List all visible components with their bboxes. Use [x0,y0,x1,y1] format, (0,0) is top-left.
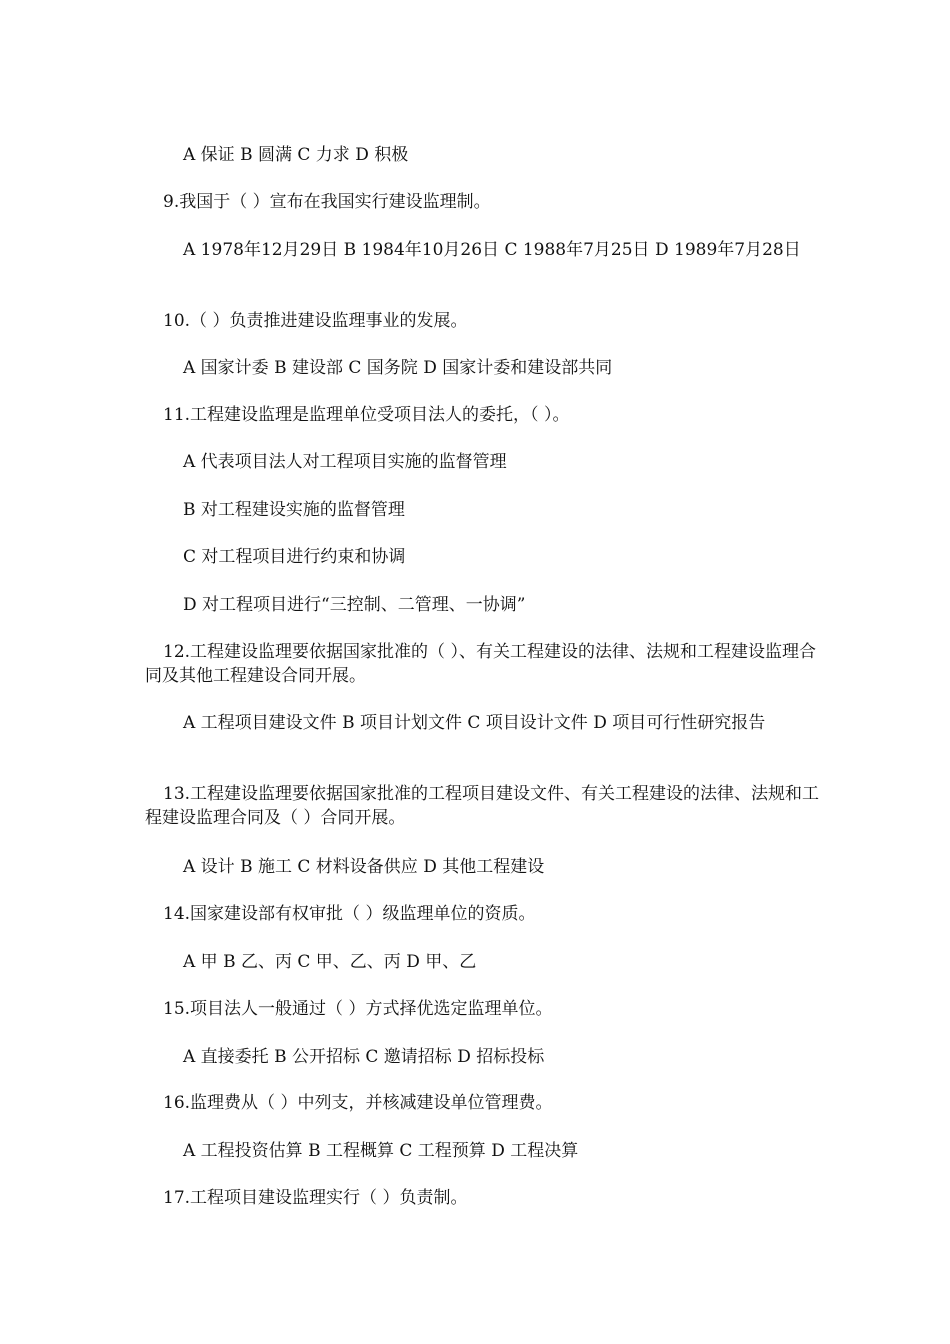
question-16: 16.监理费从（ ）中列支，并核减建设单位管理费。 [163,1093,553,1113]
option-d-q11: D 对工程项目进行“三控制、二管理、一协调” [183,595,526,615]
question-17: 17.工程项目建设监理实行（ ）负责制。 [163,1188,468,1208]
option-a-q11: A 代表项目法人对工程项目实施的监督管理 [183,452,507,472]
option-line-q13: A 设计 B 施工 C 材料设备供应 D 其他工程建设 [183,857,545,877]
question-14: 14.国家建设部有权审批（ ）级监理单位的资质。 [163,904,536,924]
question-9: 9.我国于（ ）宣布在我国实行建设监理制。 [163,192,491,212]
question-11: 11.工程建设监理是监理单位受项目法人的委托，（ ）。 [163,405,570,425]
option-line-q10: A 国家计委 B 建设部 C 国务院 D 国家计委和建设部共同 [183,358,613,378]
option-line-q12: A 工程项目建设文件 B 项目计划文件 C 项目设计文件 D 项目可行性研究报告 [183,713,766,733]
option-c-q11: C 对工程项目进行约束和协调 [183,547,406,567]
option-line-q9: A 1978年12月29日 B 1984年10月26日 C 1988年7月25日 D 1989年7月28日 [183,240,801,260]
question-12: 12.工程建设监理要依据国家批准的（ ）、有关工程建设的法律、法规和工程建设监理合同及其他工程建设合同开展。 [145,642,816,686]
option-line-q8: A 保证 B 圆满 C 力求 D 积极 [183,145,409,165]
question-10: 10.（ ）负责推进建设监理事业的发展。 [163,311,468,331]
option-b-q11: B 对工程建设实施的监督管理 [183,500,405,520]
question-13: 13.工程建设监理要依据国家批准的工程项目建设文件、有关工程建设的法律、法规和工程建设监理合同及（ ）合同开展。 [145,784,820,828]
option-line-q14: A 甲 B 乙、丙 C 甲、乙、丙 D 甲、乙 [183,952,477,972]
question-15: 15.项目法人一般通过（ ）方式择优选定监理单位。 [163,999,553,1019]
option-line-q16: A 工程投资估算 B 工程概算 C 工程预算 D 工程决算 [183,1141,579,1161]
option-line-q15: A 直接委托 B 公开招标 C 邀请招标 D 招标投标 [183,1047,545,1067]
